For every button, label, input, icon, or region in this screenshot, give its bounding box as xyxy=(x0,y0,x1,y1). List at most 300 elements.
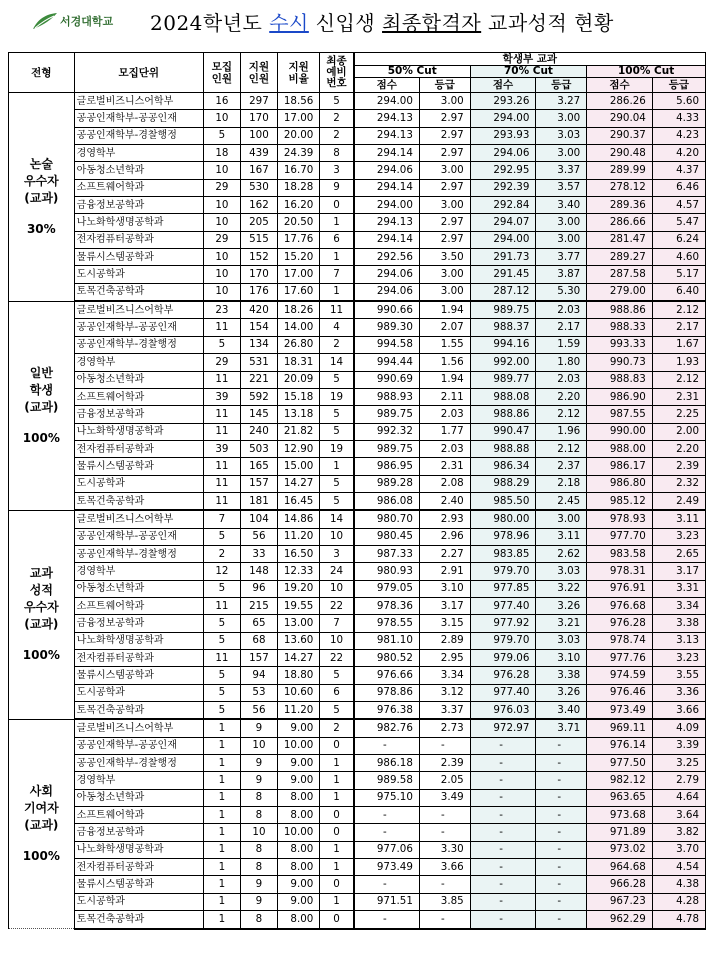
track-name xyxy=(9,719,75,928)
cut100-score: 962.29 xyxy=(587,911,653,929)
cut100-grade: 5.60 xyxy=(652,93,705,110)
waitlist-number: 2 xyxy=(320,110,354,127)
cut100-score: 289.36 xyxy=(587,197,653,214)
cut70-grade: 3.87 xyxy=(536,266,587,283)
department: 물류시스템공학과 xyxy=(74,249,203,266)
department: 도시공학과 xyxy=(74,266,203,283)
cut70-score: 293.93 xyxy=(470,127,536,144)
department: 전자컴퓨터공학과 xyxy=(74,231,203,248)
applicant-count: 420 xyxy=(240,301,277,319)
cut50-score: 294.06 xyxy=(354,162,420,179)
waitlist-number: 1 xyxy=(320,772,354,789)
waitlist-number: 1 xyxy=(320,214,354,231)
applicant-count: 56 xyxy=(240,702,277,720)
cut70-grade: - xyxy=(536,755,587,772)
applicant-count: 170 xyxy=(240,266,277,283)
cut50-score: - xyxy=(354,876,420,893)
cut100-score: 987.55 xyxy=(587,406,653,423)
cut50-score: 981.10 xyxy=(354,632,420,649)
table-row xyxy=(9,336,706,353)
cut100-grade: 4.57 xyxy=(652,197,705,214)
cut50-grade: 2.03 xyxy=(419,440,470,457)
table-row xyxy=(9,580,706,597)
recruit-count: 5 xyxy=(203,667,240,684)
cut100-grade: 3.23 xyxy=(652,528,705,545)
cut70-score: - xyxy=(470,755,536,772)
recruit-count: 10 xyxy=(203,283,240,301)
waitlist-number: 8 xyxy=(320,145,354,162)
cut100-score: 973.02 xyxy=(587,841,653,858)
department: 금융정보공학과 xyxy=(74,197,203,214)
cut70-grade: 3.03 xyxy=(536,632,587,649)
cut100-grade: 2.12 xyxy=(652,371,705,388)
department: 물류시스템공학과 xyxy=(74,667,203,684)
cut70-score: 291.45 xyxy=(470,266,536,283)
applicant-count: 176 xyxy=(240,283,277,301)
competition-ratio: 14.27 xyxy=(277,650,319,667)
department: 토목건축공학과 xyxy=(74,911,203,929)
waitlist-number: 6 xyxy=(320,231,354,248)
competition-ratio: 17.76 xyxy=(277,231,319,248)
cut50-score: 994.58 xyxy=(354,336,420,353)
cut50-grade: 1.77 xyxy=(419,423,470,440)
table-row xyxy=(9,145,706,162)
cut70-score: - xyxy=(470,859,536,876)
competition-ratio: 8.00 xyxy=(277,841,319,858)
cut100-grade: 3.31 xyxy=(652,580,705,597)
cut70-grade: - xyxy=(536,807,587,824)
competition-ratio: 21.82 xyxy=(277,423,319,440)
competition-ratio: 18.80 xyxy=(277,667,319,684)
cut70-grade: 3.11 xyxy=(536,528,587,545)
logo-text: 서경대학교 xyxy=(60,15,114,28)
cut70-score: 980.00 xyxy=(470,510,536,528)
cut70-score: 989.77 xyxy=(470,371,536,388)
recruit-count: 1 xyxy=(203,772,240,789)
waitlist-number: 14 xyxy=(320,510,354,528)
table-row xyxy=(9,301,706,319)
department: 토목건축공학과 xyxy=(74,702,203,720)
track-name xyxy=(9,93,75,302)
applicant-count: 9 xyxy=(240,876,277,893)
cut70-score: 988.88 xyxy=(470,440,536,457)
cut100-score: 977.70 xyxy=(587,528,653,545)
recruit-count: 1 xyxy=(203,789,240,806)
cut70-score: 292.95 xyxy=(470,162,536,179)
waitlist-number: 19 xyxy=(320,440,354,457)
competition-ratio: 19.20 xyxy=(277,580,319,597)
department: 공공인재학부-공공인재 xyxy=(74,528,203,545)
waitlist-number: 2 xyxy=(320,719,354,737)
recruit-count: 23 xyxy=(203,301,240,319)
applicant-count: 9 xyxy=(240,719,277,737)
cut50-grade: 2.97 xyxy=(419,231,470,248)
cut50-grade: 2.97 xyxy=(419,179,470,196)
cut70-grade: 3.57 xyxy=(536,179,587,196)
cut100-score: 982.12 xyxy=(587,772,653,789)
cut50-grade: 3.37 xyxy=(419,702,470,720)
cut100-grade: 2.79 xyxy=(652,772,705,789)
cut70-grade: 2.12 xyxy=(536,440,587,457)
recruit-count: 2 xyxy=(203,545,240,562)
table-row xyxy=(9,319,706,336)
cut50-score: 294.14 xyxy=(354,231,420,248)
cut50-grade: 3.10 xyxy=(419,580,470,597)
cut100-score: 978.31 xyxy=(587,563,653,580)
applicant-count: 134 xyxy=(240,336,277,353)
applicant-count: 94 xyxy=(240,667,277,684)
cut70-grade: - xyxy=(536,841,587,858)
header-waitlist: 최종 예비 번호 xyxy=(320,53,354,93)
cut100-grade: 3.82 xyxy=(652,824,705,841)
cut70-score: - xyxy=(470,772,536,789)
table-row xyxy=(9,807,706,824)
table-row xyxy=(9,283,706,301)
cut50-score: 978.36 xyxy=(354,597,420,614)
cut70-score: - xyxy=(470,911,536,929)
applicant-count: 439 xyxy=(240,145,277,162)
cut50-grade: 1.56 xyxy=(419,354,470,371)
cut50-grade: 2.91 xyxy=(419,563,470,580)
cut70-grade: 2.03 xyxy=(536,301,587,319)
competition-ratio: 9.00 xyxy=(277,772,319,789)
cut70-score: 992.00 xyxy=(470,354,536,371)
table-row xyxy=(9,406,706,423)
table-row xyxy=(9,458,706,475)
cut100-grade: 3.36 xyxy=(652,684,705,701)
cut70-score: 994.16 xyxy=(470,336,536,353)
table-row xyxy=(9,388,706,405)
department: 경영학부 xyxy=(74,354,203,371)
cut50-grade: - xyxy=(419,807,470,824)
applicant-count: 181 xyxy=(240,492,277,510)
waitlist-number: 1 xyxy=(320,789,354,806)
waitlist-number: 6 xyxy=(320,684,354,701)
waitlist-number: 1 xyxy=(320,249,354,266)
cut70-grade: 1.80 xyxy=(536,354,587,371)
cut50-grade: 3.49 xyxy=(419,789,470,806)
cut100-score: 988.86 xyxy=(587,301,653,319)
recruit-count: 5 xyxy=(203,580,240,597)
cut100-score: 988.00 xyxy=(587,440,653,457)
cut50-score: 294.13 xyxy=(354,127,420,144)
cut70-score: 294.06 xyxy=(470,145,536,162)
cut70-grade: 3.40 xyxy=(536,702,587,720)
cut50-grade: 3.00 xyxy=(419,283,470,301)
department: 공공인재학부-경찰행정 xyxy=(74,545,203,562)
cut50-grade: 3.00 xyxy=(419,266,470,283)
cut100-grade: 2.25 xyxy=(652,406,705,423)
cut100-score: 963.65 xyxy=(587,789,653,806)
table-row xyxy=(9,563,706,580)
cut50-score: 989.30 xyxy=(354,319,420,336)
competition-ratio: 8.00 xyxy=(277,859,319,876)
cut50-score: 989.75 xyxy=(354,406,420,423)
cut70-grade: 2.18 xyxy=(536,475,587,492)
cut70-score: 979.70 xyxy=(470,632,536,649)
waitlist-number: 5 xyxy=(320,371,354,388)
waitlist-number: 5 xyxy=(320,423,354,440)
cut50-grade: 2.39 xyxy=(419,755,470,772)
cut50-grade: 1.55 xyxy=(419,336,470,353)
competition-ratio: 10.00 xyxy=(277,824,319,841)
waitlist-number: 0 xyxy=(320,197,354,214)
department: 경영학부 xyxy=(74,563,203,580)
table-row xyxy=(9,737,706,754)
header-grade: 등급 xyxy=(536,78,587,93)
cut50-score: 986.18 xyxy=(354,755,420,772)
cut70-score: 291.73 xyxy=(470,249,536,266)
cut70-grade: - xyxy=(536,911,587,929)
department: 공공인재학부-경찰행정 xyxy=(74,755,203,772)
cut50-score: 292.56 xyxy=(354,249,420,266)
table-row xyxy=(9,684,706,701)
department: 공공인재학부-공공인재 xyxy=(74,110,203,127)
recruit-count: 5 xyxy=(203,632,240,649)
cut100-grade: 3.25 xyxy=(652,755,705,772)
competition-ratio: 20.50 xyxy=(277,214,319,231)
department: 나노화학생명공학과 xyxy=(74,214,203,231)
table-row xyxy=(9,423,706,440)
waitlist-number: 14 xyxy=(320,354,354,371)
table-row xyxy=(9,876,706,893)
cut70-score: 292.39 xyxy=(470,179,536,196)
header-cut70: 70% Cut xyxy=(470,66,586,78)
recruit-count: 1 xyxy=(203,824,240,841)
cut50-score: 994.44 xyxy=(354,354,420,371)
applicant-count: 8 xyxy=(240,911,277,929)
table-row xyxy=(9,859,706,876)
competition-ratio: 12.90 xyxy=(277,440,319,457)
applicant-count: 531 xyxy=(240,354,277,371)
recruit-count: 11 xyxy=(203,371,240,388)
recruit-count: 1 xyxy=(203,719,240,737)
cut50-grade: 2.11 xyxy=(419,388,470,405)
cut70-grade: 2.20 xyxy=(536,388,587,405)
recruit-count: 1 xyxy=(203,807,240,824)
table-row xyxy=(9,755,706,772)
cut100-grade: 3.34 xyxy=(652,597,705,614)
cut100-grade: 4.78 xyxy=(652,911,705,929)
cut70-score: 979.70 xyxy=(470,563,536,580)
department: 공공인재학부-공공인재 xyxy=(74,319,203,336)
department: 아동청소년학과 xyxy=(74,371,203,388)
cut100-score: 289.99 xyxy=(587,162,653,179)
cut70-score: - xyxy=(470,737,536,754)
table-row xyxy=(9,179,706,196)
department: 공공인재학부-공공인재 xyxy=(74,737,203,754)
recruit-count: 5 xyxy=(203,615,240,632)
cut70-grade: 1.96 xyxy=(536,423,587,440)
waitlist-number: 1 xyxy=(320,755,354,772)
applicant-count: 10 xyxy=(240,737,277,754)
cut100-score: 993.33 xyxy=(587,336,653,353)
table-row xyxy=(9,911,706,929)
cut50-grade: 2.96 xyxy=(419,528,470,545)
recruit-count: 1 xyxy=(203,859,240,876)
cut70-grade: 3.00 xyxy=(536,214,587,231)
recruit-count: 11 xyxy=(203,492,240,510)
competition-ratio: 9.00 xyxy=(277,719,319,737)
cut70-grade: - xyxy=(536,789,587,806)
admission-results-table xyxy=(8,52,706,930)
cut50-grade: 2.97 xyxy=(419,145,470,162)
cut100-score: 988.83 xyxy=(587,371,653,388)
table-row xyxy=(9,702,706,720)
applicant-count: 8 xyxy=(240,841,277,858)
cut70-grade: 3.03 xyxy=(536,563,587,580)
cut50-grade: 2.97 xyxy=(419,214,470,231)
cut70-grade: 1.59 xyxy=(536,336,587,353)
competition-ratio: 24.39 xyxy=(277,145,319,162)
department: 경영학부 xyxy=(74,772,203,789)
waitlist-number: 5 xyxy=(320,406,354,423)
cut50-score: 977.06 xyxy=(354,841,420,858)
department: 글로벌비즈니스어학부 xyxy=(74,301,203,319)
cut70-grade: 3.10 xyxy=(536,650,587,667)
waitlist-number: 0 xyxy=(320,911,354,929)
cut70-grade: 3.22 xyxy=(536,580,587,597)
department: 나노화학생명공학과 xyxy=(74,632,203,649)
cut50-score: 982.76 xyxy=(354,719,420,737)
cut50-score: - xyxy=(354,737,420,754)
cut100-grade: 5.17 xyxy=(652,266,705,283)
cut50-score: 989.75 xyxy=(354,440,420,457)
cut100-grade: 3.38 xyxy=(652,615,705,632)
waitlist-number: 0 xyxy=(320,876,354,893)
cut50-grade: 1.94 xyxy=(419,371,470,388)
cut50-score: 294.13 xyxy=(354,110,420,127)
recruit-count: 10 xyxy=(203,197,240,214)
table-row xyxy=(9,93,706,110)
cut100-grade: 3.70 xyxy=(652,841,705,858)
cut70-score: 989.75 xyxy=(470,301,536,319)
waitlist-number: 10 xyxy=(320,528,354,545)
department: 글로벌비즈니스어학부 xyxy=(74,93,203,110)
cut50-grade: 2.97 xyxy=(419,110,470,127)
recruit-count: 5 xyxy=(203,684,240,701)
cut100-grade: 4.54 xyxy=(652,859,705,876)
cut70-score: - xyxy=(470,876,536,893)
recruit-count: 5 xyxy=(203,702,240,720)
competition-ratio: 15.00 xyxy=(277,458,319,475)
track-label: 논술 우수자 (교과) xyxy=(23,156,59,205)
cut70-score: 990.47 xyxy=(470,423,536,440)
cut70-score: - xyxy=(470,807,536,824)
waitlist-number: 1 xyxy=(320,893,354,910)
cut100-grade: 5.47 xyxy=(652,214,705,231)
department: 전자컴퓨터공학과 xyxy=(74,859,203,876)
department: 전자컴퓨터공학과 xyxy=(74,440,203,457)
cut100-score: 290.37 xyxy=(587,127,653,144)
recruit-count: 5 xyxy=(203,528,240,545)
cut50-score: - xyxy=(354,911,420,929)
competition-ratio: 16.20 xyxy=(277,197,319,214)
recruit-count: 1 xyxy=(203,737,240,754)
cut100-grade: 3.39 xyxy=(652,737,705,754)
table-row xyxy=(9,772,706,789)
competition-ratio: 14.00 xyxy=(277,319,319,336)
cut100-grade: 2.20 xyxy=(652,440,705,457)
cut50-grade: 2.40 xyxy=(419,492,470,510)
applicant-count: 152 xyxy=(240,249,277,266)
cut50-grade: - xyxy=(419,876,470,893)
cut100-score: 973.68 xyxy=(587,807,653,824)
applicant-count: 154 xyxy=(240,319,277,336)
cut70-grade: - xyxy=(536,737,587,754)
header-score: 점수 xyxy=(354,78,420,93)
recruit-count: 11 xyxy=(203,597,240,614)
applicant-count: 9 xyxy=(240,893,277,910)
waitlist-number: 0 xyxy=(320,737,354,754)
cut100-grade: 4.37 xyxy=(652,162,705,179)
table-row xyxy=(9,440,706,457)
recruit-count: 1 xyxy=(203,911,240,929)
cut50-grade: 2.27 xyxy=(419,545,470,562)
cut100-grade: 3.17 xyxy=(652,563,705,580)
competition-ratio: 17.00 xyxy=(277,110,319,127)
cut100-score: 286.66 xyxy=(587,214,653,231)
applicant-count: 515 xyxy=(240,231,277,248)
competition-ratio: 11.20 xyxy=(277,702,319,720)
waitlist-number: 2 xyxy=(320,336,354,353)
table-row xyxy=(9,475,706,492)
cut70-score: 294.07 xyxy=(470,214,536,231)
waitlist-number: 7 xyxy=(320,266,354,283)
cut100-grade: 1.93 xyxy=(652,354,705,371)
page-header xyxy=(0,0,715,40)
competition-ratio: 9.00 xyxy=(277,755,319,772)
cut100-score: 990.00 xyxy=(587,423,653,440)
cut100-score: 967.23 xyxy=(587,893,653,910)
cut70-grade: 3.00 xyxy=(536,510,587,528)
cut50-grade: 2.93 xyxy=(419,510,470,528)
cut100-grade: 4.09 xyxy=(652,719,705,737)
waitlist-number: 5 xyxy=(320,702,354,720)
cut70-grade: 3.26 xyxy=(536,684,587,701)
cut50-score: 294.00 xyxy=(354,93,420,110)
cut50-grade: 2.97 xyxy=(419,127,470,144)
table-row xyxy=(9,197,706,214)
cut100-score: 289.27 xyxy=(587,249,653,266)
waitlist-number: 10 xyxy=(320,580,354,597)
competition-ratio: 16.45 xyxy=(277,492,319,510)
competition-ratio: 17.60 xyxy=(277,283,319,301)
cut70-score: 978.96 xyxy=(470,528,536,545)
recruit-count: 11 xyxy=(203,319,240,336)
track-label: 일반 학생 (교과) xyxy=(24,365,59,414)
recruit-count: 1 xyxy=(203,755,240,772)
table-row xyxy=(9,162,706,179)
table-row xyxy=(9,231,706,248)
department: 물류시스템공학과 xyxy=(74,458,203,475)
cut70-score: - xyxy=(470,824,536,841)
department: 도시공학과 xyxy=(74,893,203,910)
track-name xyxy=(9,510,75,719)
track-name xyxy=(9,301,75,510)
cut100-score: 964.68 xyxy=(587,859,653,876)
competition-ratio: 8.00 xyxy=(277,911,319,929)
cut100-grade: 3.66 xyxy=(652,702,705,720)
header-applicants: 지원 인원 xyxy=(240,53,277,93)
department: 공공인재학부-경찰행정 xyxy=(74,127,203,144)
applicant-count: 68 xyxy=(240,632,277,649)
table-row xyxy=(9,632,706,649)
applicant-count: 170 xyxy=(240,110,277,127)
applicant-count: 9 xyxy=(240,755,277,772)
department: 물류시스템공학과 xyxy=(74,876,203,893)
waitlist-number: 11 xyxy=(320,301,354,319)
